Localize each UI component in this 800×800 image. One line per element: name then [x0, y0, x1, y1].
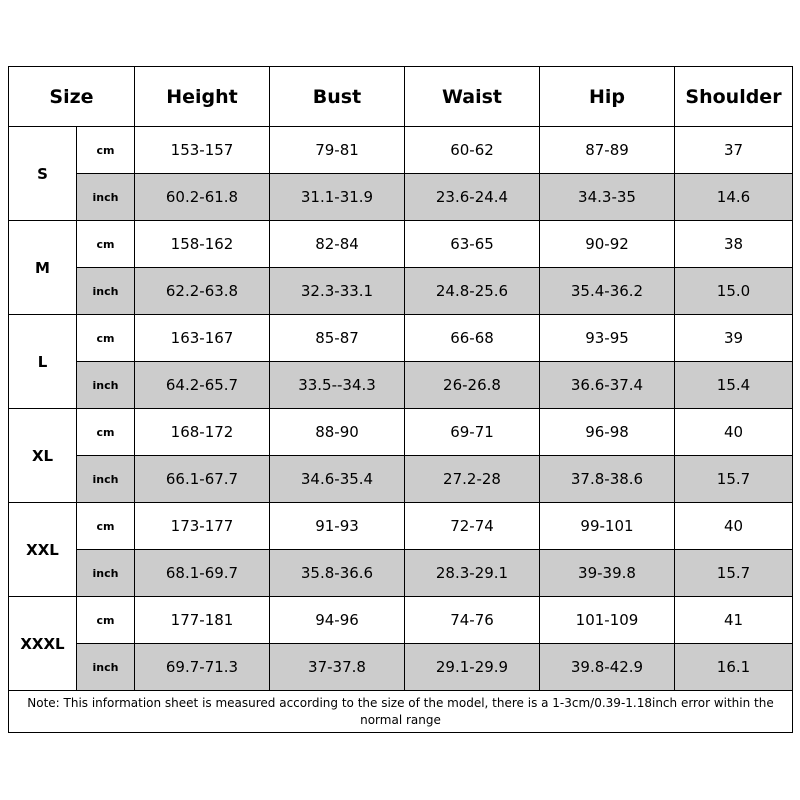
- hip-value: 34.3-35: [540, 174, 675, 221]
- table-row-xxl-inch: [9, 550, 793, 597]
- measurement-note: Note: This information sheet is measured according to the size of the model, there is a 1-3cm/0.39-1.18inch error within the normal range: [9, 691, 793, 733]
- table-row-s-cm: [9, 127, 793, 174]
- waist-value: 74-76: [405, 597, 540, 644]
- waist-value: 63-65: [405, 221, 540, 268]
- shoulder-value: 41: [675, 597, 793, 644]
- bust-value: 31.1-31.9: [270, 174, 405, 221]
- waist-value: 26-26.8: [405, 362, 540, 409]
- size-label: M: [9, 221, 77, 315]
- header-row: [9, 67, 793, 127]
- size-chart-body: [9, 127, 793, 691]
- size-label: S: [9, 127, 77, 221]
- waist-value: 69-71: [405, 409, 540, 456]
- shoulder-value: 15.4: [675, 362, 793, 409]
- hip-value: 101-109: [540, 597, 675, 644]
- height-value: 68.1-69.7: [135, 550, 270, 597]
- bust-value: 91-93: [270, 503, 405, 550]
- size-chart-table: [8, 66, 793, 733]
- waist-value: 66-68: [405, 315, 540, 362]
- height-value: 60.2-61.8: [135, 174, 270, 221]
- table-row-xxxl-inch: [9, 644, 793, 691]
- table-row-xxxl-cm: [9, 597, 793, 644]
- table-row-s-inch: [9, 174, 793, 221]
- note-row: [9, 691, 793, 733]
- waist-value: 23.6-24.4: [405, 174, 540, 221]
- shoulder-value: 15.0: [675, 268, 793, 315]
- shoulder-value: 37: [675, 127, 793, 174]
- height-value: 158-162: [135, 221, 270, 268]
- unit-label-inch: inch: [77, 644, 135, 691]
- table-row-m-inch: [9, 268, 793, 315]
- unit-label-cm: cm: [77, 221, 135, 268]
- waist-value: 27.2-28: [405, 456, 540, 503]
- bust-value: 33.5--34.3: [270, 362, 405, 409]
- shoulder-value: 15.7: [675, 456, 793, 503]
- size-label: XXXL: [9, 597, 77, 691]
- waist-value: 72-74: [405, 503, 540, 550]
- shoulder-value: 15.7: [675, 550, 793, 597]
- table-row-xxl-cm: [9, 503, 793, 550]
- waist-value: 24.8-25.6: [405, 268, 540, 315]
- table-row-l-inch: [9, 362, 793, 409]
- unit-label-cm: cm: [77, 127, 135, 174]
- waist-value: 60-62: [405, 127, 540, 174]
- height-value: 62.2-63.8: [135, 268, 270, 315]
- hip-value: 37.8-38.6: [540, 456, 675, 503]
- height-value: 173-177: [135, 503, 270, 550]
- height-value: 153-157: [135, 127, 270, 174]
- bust-value: 35.8-36.6: [270, 550, 405, 597]
- hip-value: 90-92: [540, 221, 675, 268]
- unit-label-inch: inch: [77, 456, 135, 503]
- waist-value: 29.1-29.9: [405, 644, 540, 691]
- size-label: L: [9, 315, 77, 409]
- shoulder-value: 40: [675, 409, 793, 456]
- header-size: Size: [9, 67, 135, 127]
- hip-value: 36.6-37.4: [540, 362, 675, 409]
- unit-label-inch: inch: [77, 550, 135, 597]
- height-value: 69.7-71.3: [135, 644, 270, 691]
- bust-value: 37-37.8: [270, 644, 405, 691]
- header-height: Height: [135, 67, 270, 127]
- height-value: 64.2-65.7: [135, 362, 270, 409]
- unit-label-cm: cm: [77, 315, 135, 362]
- height-value: 163-167: [135, 315, 270, 362]
- bust-value: 85-87: [270, 315, 405, 362]
- waist-value: 28.3-29.1: [405, 550, 540, 597]
- unit-label-cm: cm: [77, 409, 135, 456]
- unit-label-inch: inch: [77, 174, 135, 221]
- shoulder-value: 40: [675, 503, 793, 550]
- bust-value: 32.3-33.1: [270, 268, 405, 315]
- bust-value: 82-84: [270, 221, 405, 268]
- unit-label-cm: cm: [77, 597, 135, 644]
- unit-label-cm: cm: [77, 503, 135, 550]
- header-hip: Hip: [540, 67, 675, 127]
- bust-value: 34.6-35.4: [270, 456, 405, 503]
- height-value: 168-172: [135, 409, 270, 456]
- size-label: XXL: [9, 503, 77, 597]
- bust-value: 88-90: [270, 409, 405, 456]
- hip-value: 39-39.8: [540, 550, 675, 597]
- hip-value: 96-98: [540, 409, 675, 456]
- hip-value: 35.4-36.2: [540, 268, 675, 315]
- hip-value: 93-95: [540, 315, 675, 362]
- table-row-xl-inch: [9, 456, 793, 503]
- unit-label-inch: inch: [77, 362, 135, 409]
- bust-value: 94-96: [270, 597, 405, 644]
- unit-label-inch: inch: [77, 268, 135, 315]
- shoulder-value: 14.6: [675, 174, 793, 221]
- hip-value: 99-101: [540, 503, 675, 550]
- table-row-m-cm: [9, 221, 793, 268]
- bust-value: 79-81: [270, 127, 405, 174]
- hip-value: 39.8-42.9: [540, 644, 675, 691]
- header-shoulder: Shoulder: [675, 67, 793, 127]
- table-row-l-cm: [9, 315, 793, 362]
- header-waist: Waist: [405, 67, 540, 127]
- hip-value: 87-89: [540, 127, 675, 174]
- header-bust: Bust: [270, 67, 405, 127]
- shoulder-value: 38: [675, 221, 793, 268]
- table-row-xl-cm: [9, 409, 793, 456]
- shoulder-value: 16.1: [675, 644, 793, 691]
- height-value: 66.1-67.7: [135, 456, 270, 503]
- height-value: 177-181: [135, 597, 270, 644]
- size-label: XL: [9, 409, 77, 503]
- shoulder-value: 39: [675, 315, 793, 362]
